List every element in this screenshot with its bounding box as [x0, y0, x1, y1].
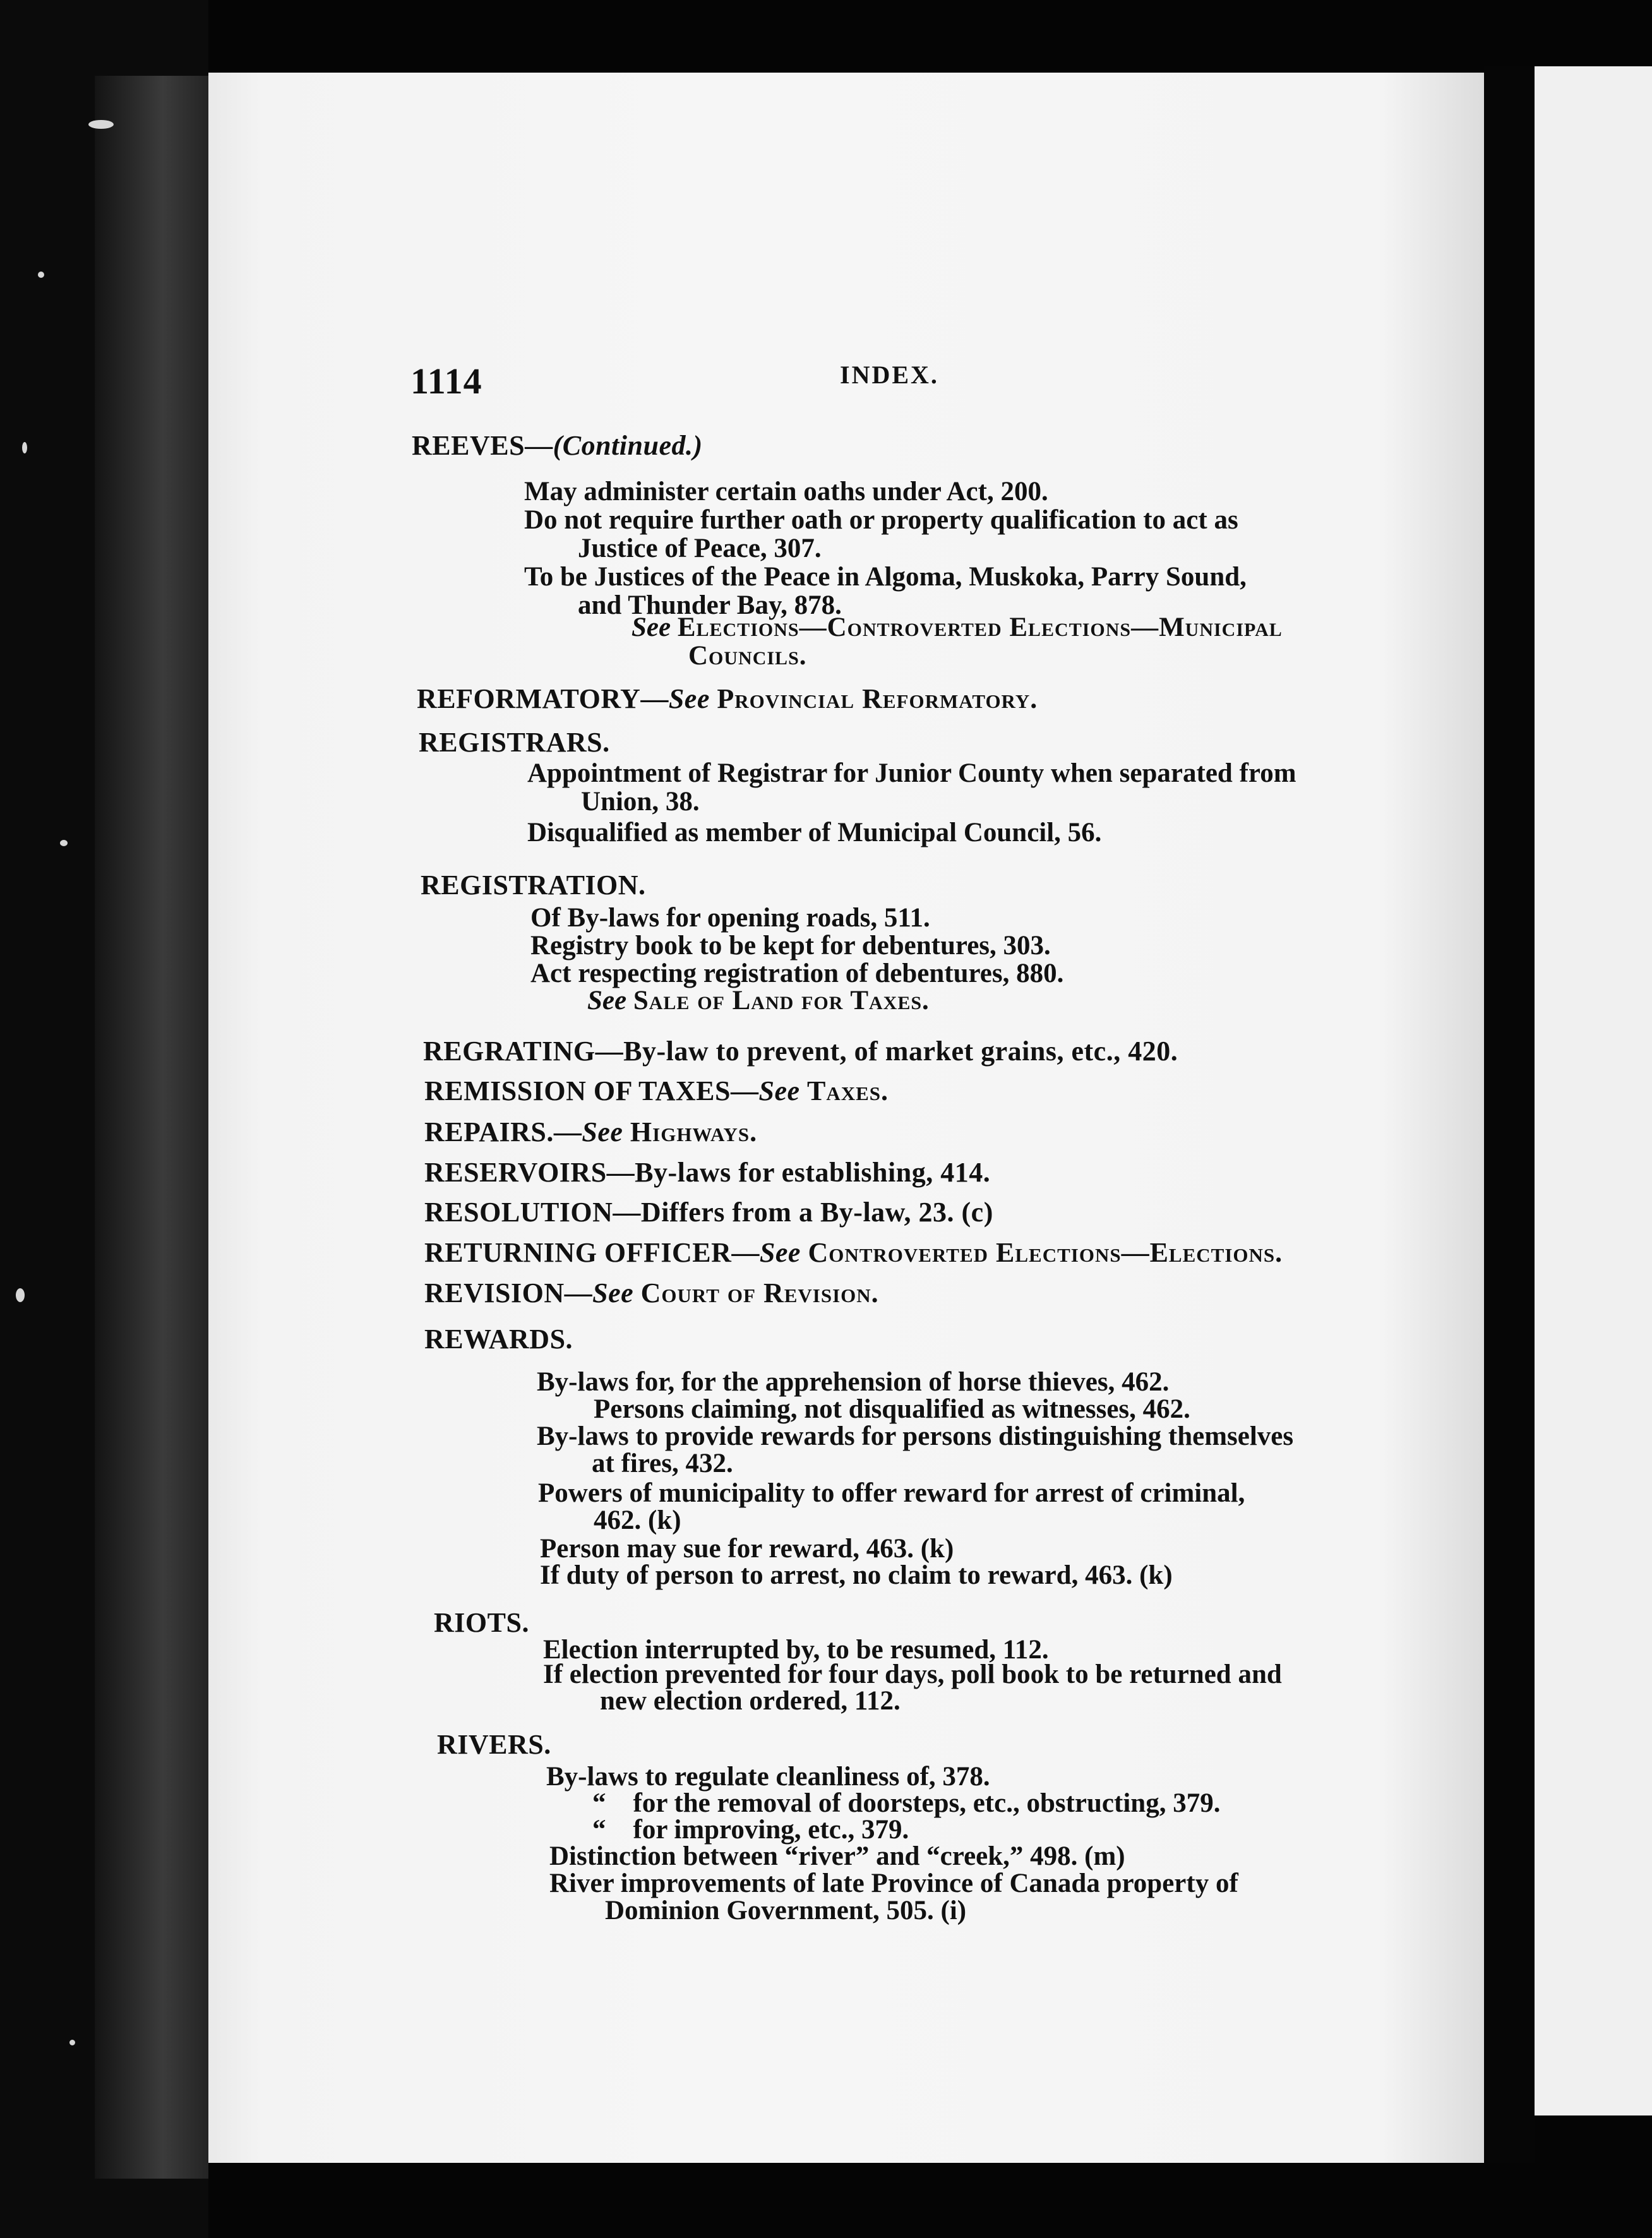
dust-speck: [22, 442, 27, 453]
entry-line: “ for the removal of doorsteps, etc., obstructing, 379.: [592, 1788, 1221, 1818]
entry-line: Appointment of Registrar for Junior County when separated from: [527, 758, 1296, 788]
dust-speck: [60, 840, 68, 846]
entry-line: If duty of person to arrest, no claim to reward, 463. (k): [540, 1560, 1173, 1590]
entry-line: Persons claiming, not disqualified as witnesses, 462.: [594, 1394, 1190, 1424]
entry-line: May administer certain oaths under Act, 200.: [524, 477, 1048, 506]
entry-line: Justice of Peace, 307.: [578, 534, 822, 563]
page-content: [208, 73, 1484, 2163]
entry-heading-registrars: REGISTRARS.: [419, 727, 610, 758]
entry-line: Disqualified as member of Municipal Council, 56.: [527, 818, 1102, 847]
facing-page-edge: [1535, 66, 1652, 2115]
entry-line: and Thunder Bay, 878.: [578, 590, 842, 620]
ditto-mark: “: [592, 1815, 606, 1845]
entry-line: By-laws to regulate cleanliness of, 378.: [546, 1762, 990, 1792]
page-number: 1114: [410, 361, 482, 402]
see-reference: See Elections—Controverted Elections—Municipal: [631, 613, 1283, 642]
entry-reformatory: REFORMATORY—See Provincial Reformatory.: [417, 683, 1038, 714]
entry-line: 462. (k): [594, 1505, 681, 1535]
entry-line: at fires, 432.: [592, 1449, 733, 1478]
entry-line: “ for improving, etc., 379.: [592, 1815, 909, 1845]
dust-speck: [88, 120, 114, 129]
entry-line: Distinction between “river” and “creek,” 498. (m): [549, 1841, 1125, 1871]
ditto-mark: “: [592, 1788, 606, 1818]
entry-line: Of By-laws for opening roads, 511.: [530, 903, 930, 933]
entry-heading-reeves: REEVES—(Continued.): [412, 430, 703, 461]
entry-returning-officer: RETURNING OFFICER—See Controverted Elections—Elections.: [424, 1237, 1283, 1268]
continued-label: (Continued.): [553, 430, 703, 461]
entry-regrating: REGRATING—By-law to prevent, of market grains, etc., 420.: [423, 1036, 1178, 1067]
entry-line: Act respecting registration of debentures, 880.: [530, 959, 1064, 988]
entry-line: Dominion Government, 505. (i): [605, 1896, 967, 1925]
dust-speck: [69, 2040, 75, 2045]
entry-line: By-laws to provide rewards for persons distinguishing themselves: [537, 1421, 1294, 1451]
entry-line: new election ordered, 112.: [600, 1686, 901, 1716]
entry-line: Powers of municipality to offer reward for arrest of criminal,: [538, 1478, 1245, 1508]
entry-remission-of-taxes: REMISSION OF TAXES—See Taxes.: [424, 1075, 889, 1106]
entry-line: Registry book to be kept for debentures, 303.: [530, 931, 1051, 960]
dust-speck: [38, 272, 44, 278]
book-spine: [0, 0, 208, 2238]
entry-heading-rivers: RIVERS.: [437, 1729, 551, 1760]
entry-line: By-laws for, for the apprehension of horse thieves, 462.: [537, 1367, 1170, 1397]
entry-line: Union, 38.: [581, 787, 700, 817]
entry-line: To be Justices of the Peace in Algoma, Muskoka, Parry Sound,: [524, 562, 1247, 592]
see-reference: See Sale of Land for Taxes.: [587, 986, 930, 1015]
entry-line: Election interrupted by, to be resumed, 112.: [543, 1635, 1049, 1665]
entry-line: Do not require further oath or property qualification to act as: [524, 505, 1238, 535]
entry-line: River improvements of late Province of Canada property of: [549, 1869, 1238, 1898]
entry-revision: REVISION—See Court of Revision.: [424, 1278, 879, 1308]
running-head: INDEX.: [840, 361, 939, 389]
entry-heading-registration: REGISTRATION.: [421, 870, 646, 901]
entry-heading-riots: RIOTS.: [434, 1607, 529, 1638]
book-page: [208, 73, 1484, 2163]
see-reference-continuation: Councils.: [688, 641, 807, 671]
entry-line: If election prevented for four days, poll book to be returned and: [543, 1660, 1282, 1689]
entry-line: Person may sue for reward, 463. (k): [540, 1534, 954, 1564]
entry-reservoirs: RESERVOIRS—By-laws for establishing, 414.: [424, 1157, 991, 1188]
dust-speck: [16, 1288, 25, 1302]
page-gutter: [1484, 66, 1535, 2163]
entry-resolution: RESOLUTION—Differs from a By-law, 23. (c): [424, 1197, 993, 1228]
entry-repairs: REPAIRS.—See Highways.: [424, 1116, 758, 1147]
spine-edge: [95, 76, 208, 2179]
entry-heading-rewards: REWARDS.: [424, 1324, 573, 1355]
